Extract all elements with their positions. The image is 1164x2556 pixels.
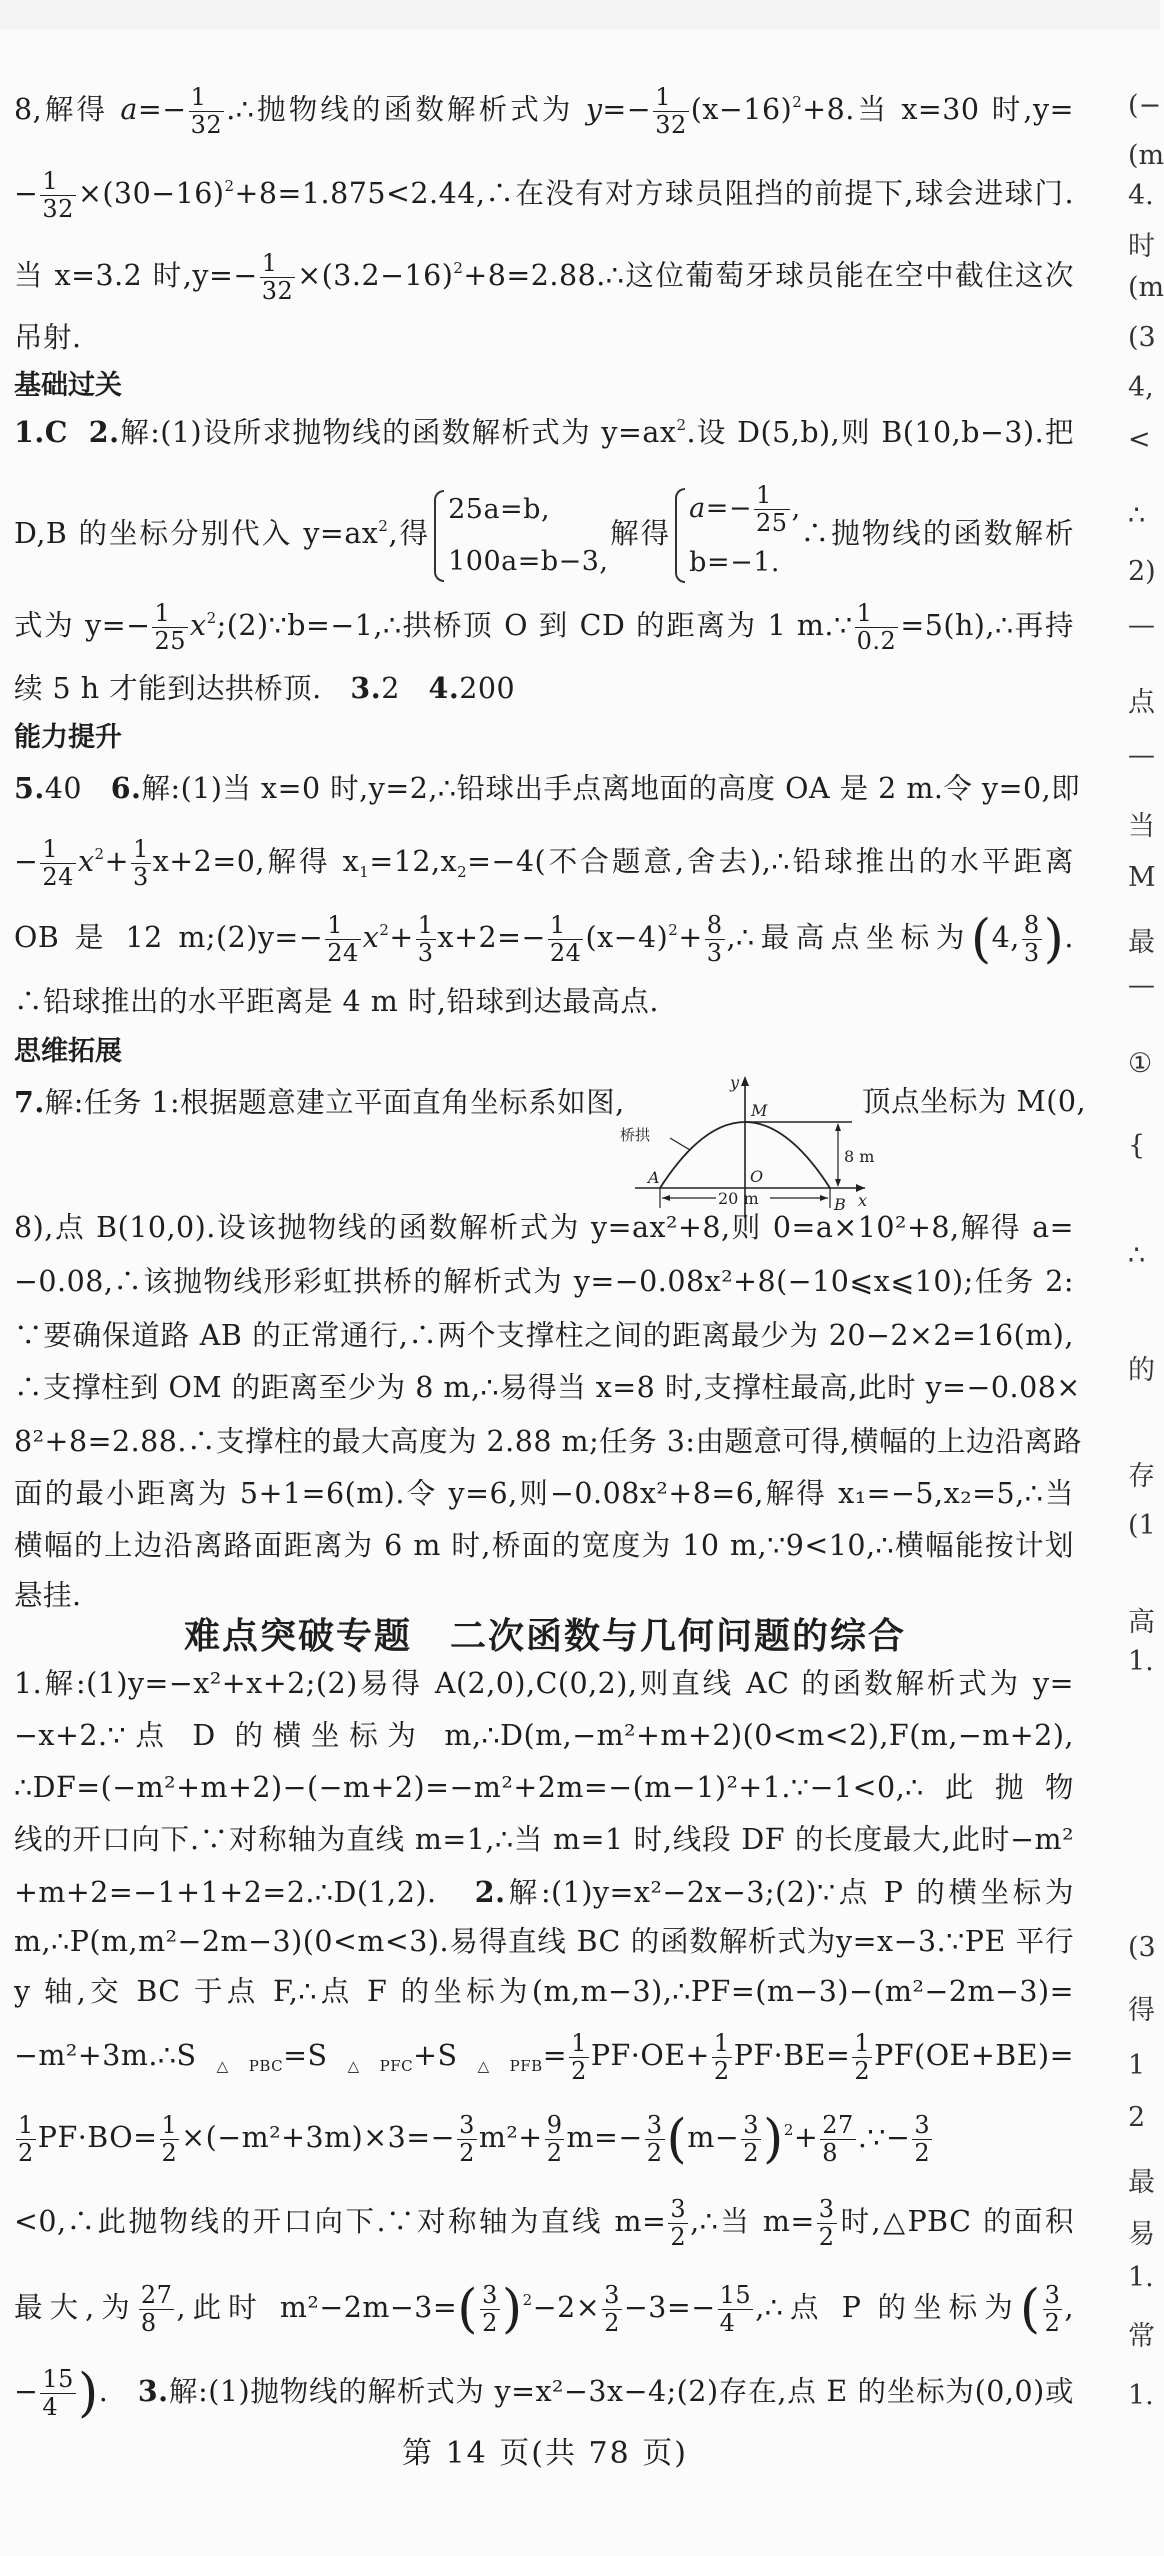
special-line-4: 线的开口向下.∵对称轴为直线 m=1,∴当 m=1 时,线段 DF 的长度最大,此时−m²: [14, 1823, 1074, 1856]
adjacent-text: 1.: [1128, 2262, 1154, 2293]
adjacent-text: 当: [1128, 811, 1155, 842]
adjacent-text: 1: [1128, 2050, 1146, 2081]
basic-line-3: 式为 y=− $\frac{1}{25}$ $x^2;(2)\because b=-1,\therefore$拱桥顶 O 到 CD 的距离为 1 m.∵ $\frac{1}{0.2}$ =5(h),∴再持: [14, 599, 1074, 655]
diagram-label-A: A: [648, 1168, 660, 1187]
diagram-label-y: y: [730, 1073, 740, 1092]
intro-line-2: − $\frac{1}{32}$ $\times(30-16)^2+8=1.875<2.44,\therefore$在没有对方球员阻挡的前提下,球会进球门.: [14, 167, 1074, 223]
special-line-2: −x+2.∵点 D 的横坐标为 m,∴D(m,−m²+m+2)(0<m<2),F(m,−m+2),: [14, 1719, 1074, 1752]
page-footer: 第 14 页(共 78 页): [402, 2436, 688, 2471]
diagram-label-O: O: [750, 1167, 764, 1186]
thinking-line-5: ∴支撑柱到 OM 的距离至少为 8 m,∴易得当 x=8 时,支撑柱最高,此时 y=−0.08×: [14, 1371, 1081, 1404]
adjacent-text: 最: [1128, 927, 1155, 958]
adjacent-text: 2: [1128, 2102, 1146, 2133]
adjacent-text: M: [1128, 862, 1156, 893]
adjacent-page-strip: [1128, 0, 1164, 2556]
adjacent-text: 4.: [1128, 180, 1154, 211]
section-heading-basic: 基础过关: [14, 370, 122, 401]
adjacent-text: 存: [1128, 1461, 1155, 1492]
diagram-label-x: x: [858, 1191, 868, 1210]
adjacent-text: ∴: [1128, 1240, 1146, 1271]
equation-system-2: a=− $\frac{1}{25}$ , b=−1.: [671, 482, 800, 589]
adjacent-text: {: [1128, 1130, 1146, 1161]
diagram-label-width: 20 m: [718, 1189, 759, 1208]
special-line-8: $-m^2+3m.\therefore S_{\triangle PBC}=S_{\triangle PFC}+S_{\triangle PFB}=$ $\frac{1}{2}$ PF·OE+ $\frac{1}{2}$ PF·BE= $\frac{1}{2}$ PF(OE+BE)=: [14, 2029, 1074, 2085]
special-line-7: y 轴,交 BC 于点 F,∴点 F 的坐标为(m,m−3),∴PF=(m−3)−(m²−2m−3)=: [14, 1975, 1074, 2008]
special-topic-title: 难点突破专题 二次函数与几何问题的综合: [183, 1615, 906, 1657]
ability-line-1: 5.40 6.解:(1)当 x=0 时,y=2,∴铅球出手点离地面的高度 OA 是 2 m.令 y=0,即: [14, 771, 1081, 805]
adjacent-text: 2): [1128, 556, 1156, 587]
adjacent-text: 时: [1128, 231, 1155, 262]
special-line-9: $\frac{1}{2}$ PF·BO= $\frac{1}{2}$ ×(−m²+3m)×3=− $\frac{3}{2}$ m²+ $\frac{9}{2}$ m=− $\frac{3}{2}$ (m− $\frac{3}{2}$ )$^2$+ $\frac{27}{8}$ .∵− $\frac{3}{2}$: [18, 2109, 931, 2170]
adjacent-text: 1.: [1128, 1646, 1154, 1677]
basic-line-1: 1.C 2.解:(1)设所求抛物线的函数解析式为 $y=ax^2$.设 D(5,b),则 B(10,b−3).把: [14, 415, 1074, 449]
thinking-line-6: 8²+8=2.88.∴支撑柱的最大高度为 2.88 m;任务 3:由题意可得,横幅的上边沿离路: [14, 1425, 1083, 1458]
thinking-line-1a: 7.解:任务 1:根据题意建立平面直角坐标系如图,: [14, 1085, 625, 1119]
thinking-line-3: −0.08,∴该抛物线形彩虹拱桥的解析式为 y=−0.08x²+8(−10⩽x⩽10);任务 2:: [14, 1265, 1074, 1298]
adjacent-text: 1.: [1128, 2380, 1154, 2411]
adjacent-text: 的: [1128, 1355, 1155, 1386]
adjacent-text: (1: [1128, 1510, 1156, 1541]
adjacent-text: 最: [1128, 2167, 1155, 2198]
section-heading-ability: 能力提升: [14, 722, 122, 753]
adjacent-text: (m: [1128, 272, 1164, 303]
special-line-6: m,∴P(m,m²−2m−3)(0<m<3).易得直线 BC 的函数解析式为y=x−3.∵PE 平行: [14, 1925, 1074, 1958]
special-line-3: ∴DF=(−m²+m+2)−(−m+2)=−m²+2m=−(m−1)²+1.∵−1<0,∴此抛物: [14, 1771, 1074, 1804]
adjacent-text: 易: [1128, 2219, 1155, 2250]
adjacent-text: —: [1128, 740, 1155, 771]
adjacent-text: (m: [1128, 140, 1164, 171]
ability-line-2: − $\frac{1}{24}$ $x^2+$ $\frac{1}{3}$ x+2=0,解得 $x_1=12,x_2=-4$(不合题意,舍去),∴铅球推出的水平距离: [14, 835, 1074, 891]
adjacent-text: —: [1128, 970, 1155, 1001]
thinking-line-8: 横幅的上边沿离路面距离为 6 m 时,桥面的宽度为 10 m,∵9<10,∴横幅能按计划: [14, 1529, 1074, 1562]
diagram-label-bridge: 桥拱: [620, 1126, 651, 1144]
adjacent-text: ①: [1128, 1048, 1153, 1079]
adjacent-text: —: [1128, 610, 1155, 641]
adjacent-text: (3: [1128, 322, 1156, 353]
special-line-11: 最大,为 $\frac{27}{8}$ ,此时 m²−2m−3=( $\frac{3}{2}$ )$^2$−2× $\frac{3}{2}$ −3=− $\frac{15}{4}$ ,∴点 P 的坐标为( $\frac{3}{2}$ ,: [14, 2279, 1074, 2340]
ability-line-4: ∴铅球推出的水平距离是 4 m 时,铅球到达最高点.: [14, 985, 659, 1018]
basic-line-4: 续 5 h 才能到达拱桥顶. 3.2 4.200: [14, 671, 516, 705]
diagram-label-B: B: [834, 1195, 846, 1214]
thinking-line-7: 面的最小距离为 5+1=6(m).令 y=6,则−0.08x²+8=6,解得 x₁=−5,x₂=5,∴当: [14, 1477, 1074, 1510]
diagram-label-height: 8 m: [844, 1147, 875, 1166]
ability-line-3: OB 是 12 m;(2)y=− $\frac{1}{24}$ $x^2+$ $\frac{1}{3}$ x+2=− $\frac{1}{24}$ $(x-4)^2+$ $\frac{8}{3}$ ,∴最高点坐标为(4, $\frac{8}{3}$ ).: [14, 909, 1074, 970]
bridge-arch-diagram: [610, 1070, 900, 1220]
adjacent-text: 常: [1128, 2321, 1155, 2352]
special-line-10: <0,∴此抛物线的开口向下.∵对称轴为直线 m= $\frac{3}{2}$ ,∴当 m= $\frac{3}{2}$ 时,△PBC 的面积: [14, 2195, 1074, 2251]
intro-line-1: 8,解得 a=− $\frac{1}{32}$ .∴抛物线的函数解析式为 y=− $\frac{1}{32}$ $(x-16)^2+8$.当 x=30 时,y=: [14, 83, 1074, 139]
diagram-label-M: M: [751, 1101, 768, 1120]
adjacent-text: 得: [1128, 1995, 1155, 2026]
intro-line-4: 吊射.: [14, 321, 82, 354]
adjacent-text: (−: [1128, 90, 1162, 121]
special-line-5: +m+2=−1+1+2=2.∴D(1,2). 2.解:(1)y=x²−2x−3;(2)∵点 P 的横坐标为: [14, 1875, 1074, 1909]
special-line-1: 1.解:(1)y=−x²+x+2;(2)易得 A(2,0),C(0,2),则直线 AC 的函数解析式为 y=: [14, 1667, 1074, 1700]
section-heading-thinking: 思维拓展: [14, 1036, 122, 1067]
adjacent-text: <: [1128, 424, 1151, 455]
thinking-line-2: 8),点 B(10,0).设该抛物线的函数解析式为 y=ax²+8,则 0=a×10²+8,解得 a=: [14, 1211, 1074, 1244]
special-line-12: − $\frac{15}{4}$ ). 3.解:(1)抛物线的解析式为 y=x²−3x−4;(2)存在,点 E 的坐标为(0,0)或: [14, 2363, 1074, 2424]
basic-line-2: D,B 的坐标分别代入 $y=ax^2$,得 25a=b, 100a=b−3, 解得 a=− $\frac{1}{25}$ , b=−1. ∴抛物线的函数解析: [14, 482, 1074, 592]
adjacent-text: ∴: [1128, 500, 1146, 531]
thinking-line-4: ∵要确保道路 AB 的正常通行,∴两个支撑柱之间的距离最少为 20−2×2=16(m),: [14, 1319, 1074, 1352]
thinking-line-1b: 顶点坐标为 M(0,: [862, 1085, 1087, 1118]
adjacent-text: 高: [1128, 1607, 1155, 1638]
adjacent-text: 点: [1128, 687, 1155, 718]
adjacent-text: 4,: [1128, 372, 1154, 403]
adjacent-text: (3: [1128, 1932, 1156, 1963]
intro-line-3: 当 x=3.2 时,y=− $\frac{1}{32}$ $\times(3.2-16)^2+8=2.88.\therefore$这位葡萄牙球员能在空中截住这次: [14, 249, 1074, 305]
equation-system-1: 25a=b, 100a=b−3,: [430, 484, 608, 588]
thinking-line-9: 悬挂.: [14, 1579, 82, 1612]
